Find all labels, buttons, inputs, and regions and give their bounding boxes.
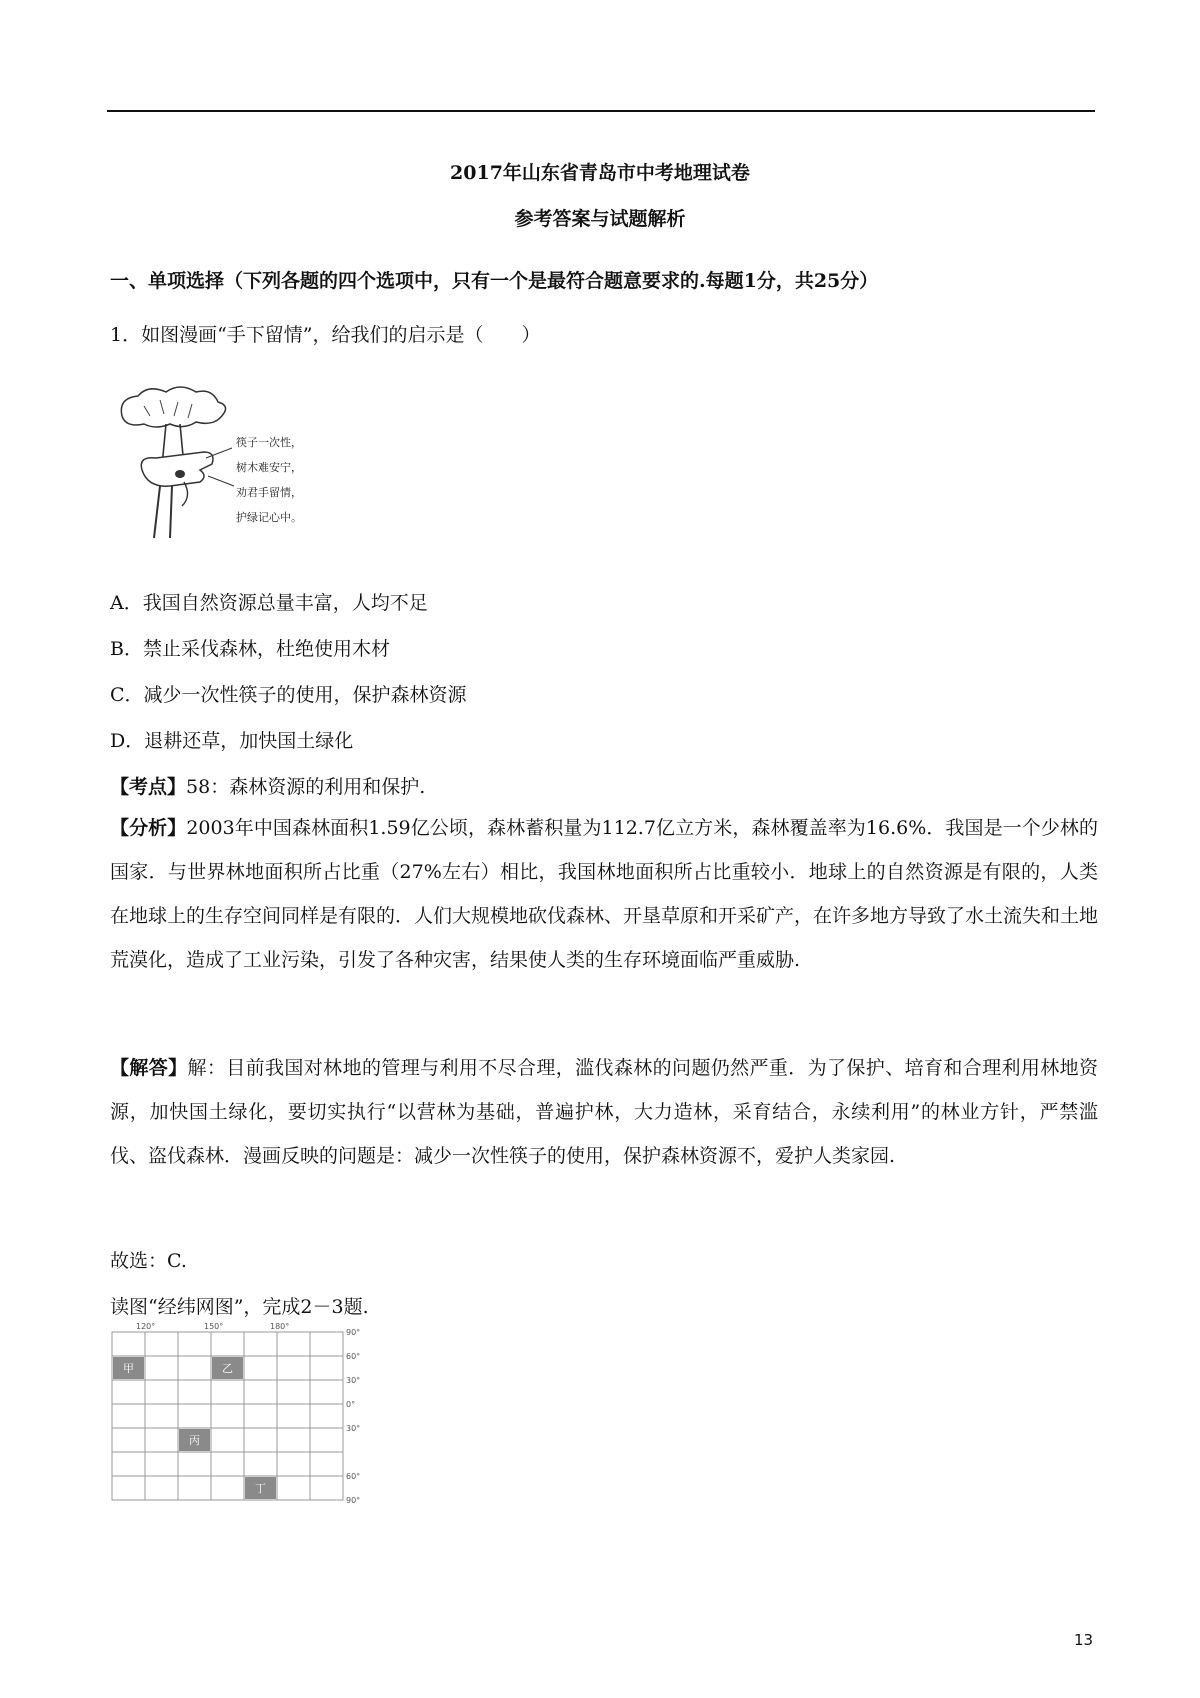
jieda-paragraph xyxy=(110,1046,1098,1178)
option-a: A．我国自然资源总量丰富，人均不足 xyxy=(110,592,428,614)
lon-label-120: 120° xyxy=(136,1322,156,1331)
jieda-text: 解：目前我国对林地的管理与利用不尽合理，滥伐森林的问题仍然严重．为了保护、培育和合理利用林地资源，加快国土绿化，要切实执行“以营林为基础，普遍护林，大力造林，采育结合，永续利用”的林业方针，严禁滥伐、盗伐森林．漫画反映的问题是：减少一次性筷子的使用，保护森林资源不，爱护人类家园. xyxy=(110,1057,1098,1167)
questions-2-3-intro: 读图“经纬网图”，完成2－3题. xyxy=(110,1296,369,1318)
kaodian-text: 58：森林资源的利用和保护. xyxy=(186,776,426,798)
cell-label-ding: 丁 xyxy=(255,1482,266,1495)
cartoon-illustration xyxy=(108,386,368,548)
option-c: C．减少一次性筷子的使用，保护森林资源 xyxy=(110,684,467,706)
cartoon-line-4: 护绿记心中。 xyxy=(236,511,302,524)
kaodian-tag: 【考点】 xyxy=(110,776,187,798)
lat-label-30s: 30° xyxy=(346,1424,361,1433)
fenxi-paragraph xyxy=(110,806,1098,982)
cartoon-line-3: 劝君手留情， xyxy=(236,486,302,499)
cell-label-bing: 丙 xyxy=(189,1434,200,1447)
lon-label-180: 180° xyxy=(270,1322,290,1331)
page-number: 13 xyxy=(1074,1631,1094,1649)
header-rule xyxy=(107,110,1095,112)
answer-line: 故选：C. xyxy=(110,1250,187,1272)
lat-label-0: 0° xyxy=(346,1400,356,1409)
cell-label-yi: 乙 xyxy=(222,1362,233,1375)
cartoon-line-1: 筷子一次性， xyxy=(236,436,302,449)
lat-label-30n: 30° xyxy=(346,1376,361,1385)
cartoon-line-2: 树木难安宁， xyxy=(236,461,302,474)
jieda-tag: 【解答】 xyxy=(110,1057,188,1079)
page-title: 2017年山东省青岛市中考地理试卷 xyxy=(450,162,750,184)
section-heading: 一、单项选择（下列各题的四个选项中，只有一个是最符合题意要求的.每题1分，共25分） xyxy=(110,270,879,292)
lon-label-150: 150° xyxy=(204,1322,224,1331)
lat-label-60n: 60° xyxy=(346,1352,361,1361)
option-d: D．退耕还草，加快国土绿化 xyxy=(110,730,354,752)
option-b: B．禁止采伐森林，杜绝使用木材 xyxy=(110,638,390,660)
fenxi-text: 2003年中国森林面积1.59亿公顷，森林蓄积量为112.7亿立方米，森林覆盖率为16.6%．我国是一个少林的国家．与世界林地面积所占比重（27%左右）相比，我国林地面积所占比重较小．地球上的自然资源是有限的，人类在地球上的生存空间同样是有限的．人们大规模地砍伐森林、开垦草原和开采矿产，在许多地方导致了水土流失和土地荒漠化，造成了工业污染，引发了各种灾害，结果使人类的生存环境面临严重威胁. xyxy=(110,817,1099,971)
fenxi-tag: 【分析】 xyxy=(110,817,187,839)
page-subtitle: 参考答案与试题解析 xyxy=(514,208,686,230)
lat-label-90n: 90° xyxy=(346,1328,361,1337)
lat-label-90s: 90° xyxy=(346,1496,361,1505)
lat-label-60s: 60° xyxy=(346,1472,361,1481)
question-1-stem: 1．如图漫画“手下留情”，给我们的启示是（ ） xyxy=(110,324,541,346)
lat-long-grid-map xyxy=(108,1320,378,1510)
kaodian xyxy=(110,772,425,799)
cell-label-jia: 甲 xyxy=(123,1362,134,1375)
